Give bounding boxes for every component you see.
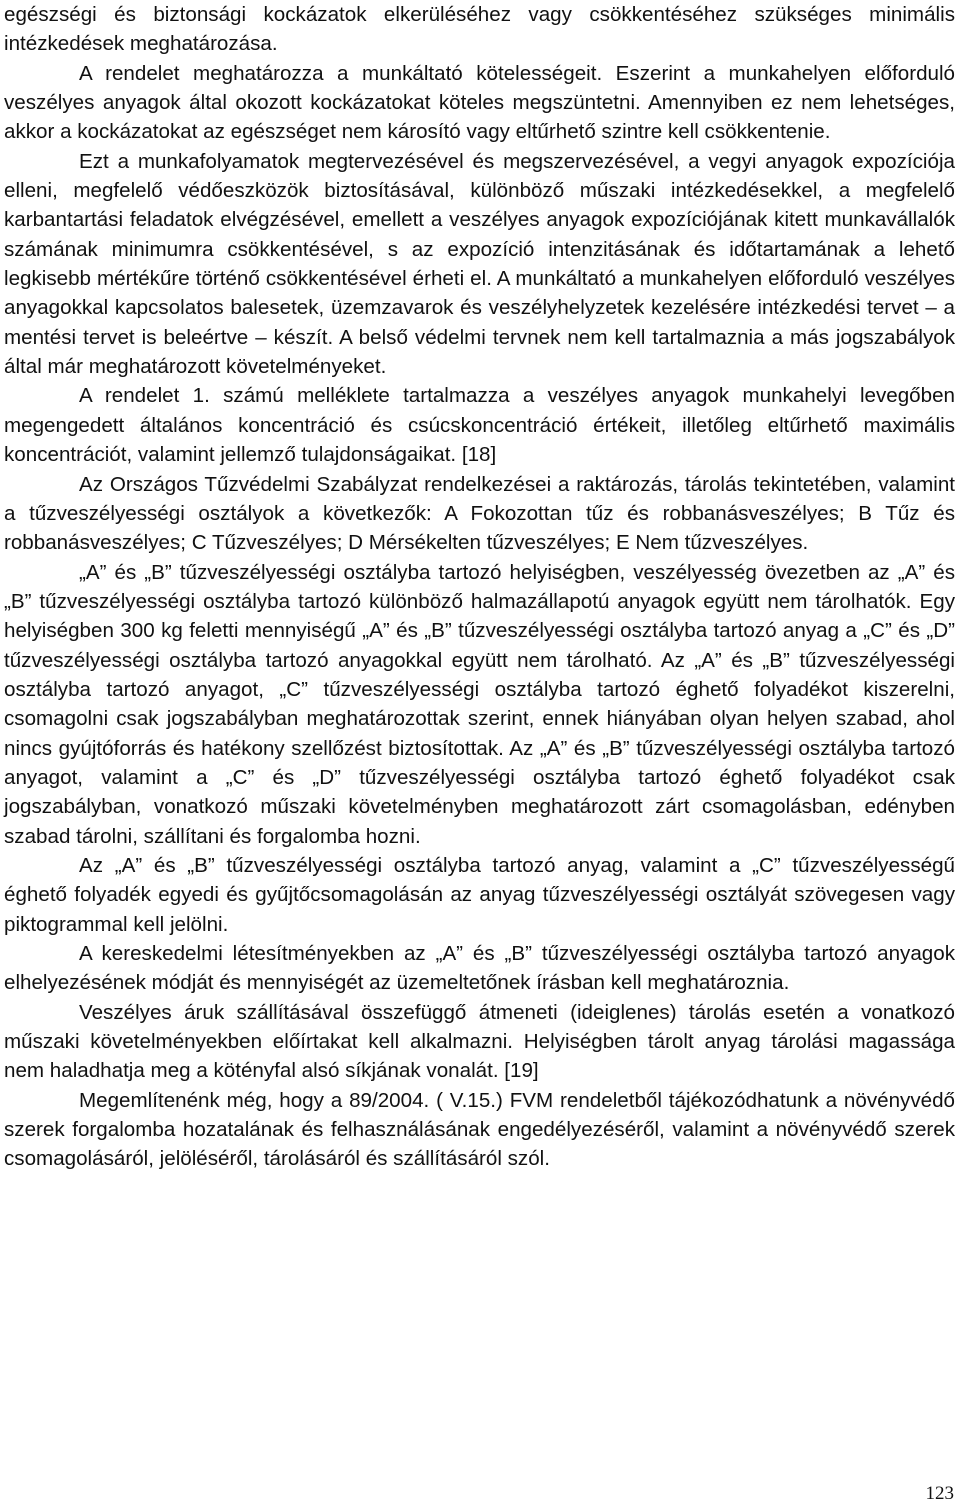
paragraph-labelling: Az „A” és „B” tűzveszélyességi osztályba tartozó anyag, valamint a „C” tűzveszélyességű éghető folyadék egyedi és gyűjtőcsomagolásán az anyag tűzveszélyességi osztályát szövegesen vagy piktogrammal kell jelölni. (4, 853, 955, 936)
paragraph-transport-storage: Veszélyes áruk szállításával összefüggő átmeneti (ideiglenes) tárolás esetén a vonatkozó műszaki követelményekben előírtakat kell alkalmazni. Helyiségben tárolt anyag tárolási magassága nem haladhatja meg a kötényfal alsó síkjának vonalát. [19] (4, 1000, 955, 1083)
document-body (4, 0, 955, 1174)
paragraph-annex-limits: A rendelet 1. számú melléklete tartalmazza a veszélyes anyagok munkahelyi levegőben megengedett általános koncentráció és csúcskoncentráció értékeit, illetőleg eltűrhető maximális koncentrációt, valamint jellemző tulajdonságaikat. [18] (4, 384, 955, 467)
paragraph-exposure-measures: Ezt a munkafolyamatok megtervezésével és megszervezésével, a vegyi anyagok expozíciója elleni, megfelelő védőeszközök biztosításával, különböző műszaki intézkedésekkel, a megfelelő karbantartási feladatok elvégzésével, emellett a veszélyes anyagok expozíciójának kitett munkavállalók számának minimumra csökkentésével, s az expozíció intenzitásának és időtartamának a lehető legkisebb mértékűre történő csökkentésével érheti el. A munkáltató a munkahelyen előforduló veszélyes anyagokkal kapcsolatos balesetek, üzemzavarok és veszélyhelyzetek kezelésére intézkedési tervet – a mentési tervet is beleértve – készít. A belső védelmi tervnek nem kell tartalmaznia a más jogszabályok által már meghatározott követelményeket. (4, 149, 955, 379)
paragraph-continuation: egészségi és biztonsági kockázatok elkerüléséhez vagy csökkentéséhez szükséges minimális intézkedések meghatározása. (4, 3, 955, 56)
paragraph-commercial-facilities: A kereskedelmi létesítményekben az „A” és „B” tűzveszélyességi osztályba tartozó anyagok elhelyezésének módját és mennyiségét az üzemeltetőnek írásban kell meghatároznia. (4, 942, 955, 995)
paragraph-regulation-reference: Megemlítenénk még, hogy a 89/2004. ( V.15.) FVM rendeletből tájékozódhatunk a növényvédő szerek forgalomba hozatalának és felhasználásának engedélyezéséről, valamint a növényvédő szerek csomagolásáról, jelöléséről, tárolásáról és szállításáról szól. (4, 1088, 955, 1171)
page-number: 123 (925, 1483, 954, 1504)
paragraph-fire-classes: Az Országos Tűzvédelmi Szabályzat rendelkezései a raktározás, tárolás tekintetében, valamint a tűzveszélyességi osztályok a következők: A Fokozottan tűz és robbanásveszélyes; B Tűz és robbanásveszélyes; C Tűzveszélyes; D Mérsékelten tűzveszélyes; E Nem tűzveszélyes. (4, 472, 955, 555)
paragraph-employer-duties: A rendelet meghatározza a munkáltató kötelességeit. Eszerint a munkahelyen előforduló veszélyes anyagok által okozott kockázatokat köteles megszüntetni. Amennyiben ez nem lehetséges, akkor a kockázatokat az egészséget nem károsító vagy eltűrhető szintre kell csökkentenie. (4, 61, 955, 144)
paragraph-storage-rules: „A” és „B” tűzveszélyességi osztályba tartozó helyiségben, veszélyesség övezetben az „A” és „B” tűzveszélyességi osztályba tartozó különböző halmazállapotú anyagok együtt nem tárolhatók. Egy helyiségben 300 kg feletti mennyiségű „A” és „B” tűzveszélyességi osztályba tartozó anyag a „C” és „D” tűzveszélyességi osztályba tartozó anyagokkal együtt nem tárolható. Az „A” és „B” tűzveszélyességi osztályba tartozó anyagot, „C” tűzveszélyességi osztályba tartozó éghető folyadékot kiszerelni, csomagolni csak jogszabályban meghatározottak szerint, ennek hiányában olyan helyen szabad, ahol nincs gyújtóforrás és hatékony szellőzést biztosítottak. Az „A” és „B” tűzveszélyességi osztályba tartozó anyagot, valamint a „C” és „D” tűzveszélyességi osztályba tartozó éghető folyadékot csak jogszabályban, vonatkozó műszaki követelményben meghatározott zárt csomagolásban, edényben szabad tárolni, szállítani és forgalomba hozni. (4, 560, 955, 848)
